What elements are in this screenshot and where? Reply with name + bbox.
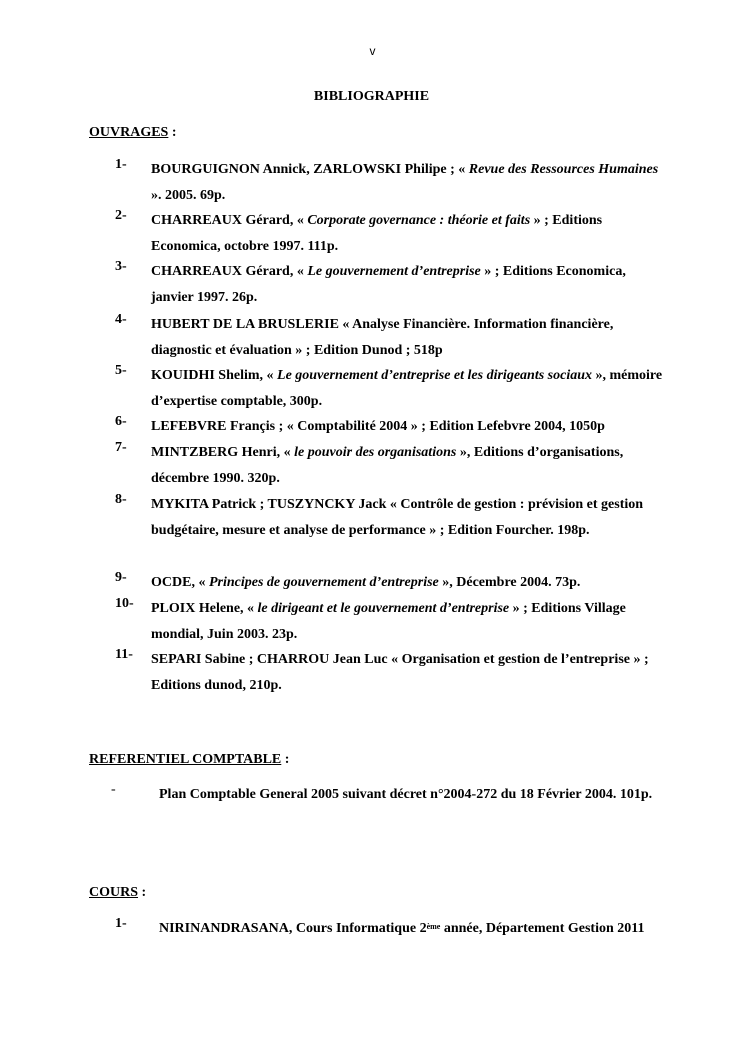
referentiel-entry: - Plan Comptable General 2005 suivant décret n°2004-272 du 18 Février 2004. 101p. — [111, 782, 653, 802]
bib-entry: 6- LEFEBVRE Françis ; « Comptabilité 2004 » ; Edition Lefebvre 2004, 1050p — [115, 414, 605, 434]
section-heading-referentiel: REFERENTIEL COMPTABLE : — [89, 752, 290, 767]
bib-entry: 8- MYKITA Patrick ; TUSZYNCKY Jack « Contrôle de gestion : prévision et gestion budgétaire, mesure et analyse de performance » ; Edition Fourcher. 198p. — [115, 492, 644, 538]
bib-entry: 3- CHARREAUX Gérard, « Le gouvernement d’entreprise » ; Editions Economica, janvier 1997. 26p. — [115, 259, 626, 305]
bib-entry: 2- CHARREAUX Gérard, « Corporate governance : théorie et faits » ; Editions Economica, octobre 1997. 111p. — [115, 208, 603, 254]
bib-entry: 4- HUBERT DE LA BRUSLERIE « Analyse Financière. Information financière, diagnostic et évaluation » ; Edition Dunod ; 518p — [115, 312, 614, 358]
bib-entry: 1- BOURGUIGNON Annick, ZARLOWSKI Philipe ; « Revue des Ressources Humaines ». 2005. 69p. — [115, 157, 659, 203]
bib-entry: 9- OCDE, « Principes de gouvernement d’entreprise », Décembre 2004. 73p. — [115, 570, 581, 590]
section-heading-cours: COURS : — [89, 885, 147, 900]
bib-entry: 11- SEPARI Sabine ; CHARROU Jean Luc « Organisation et gestion de l’entreprise » ; Editions dunod, 210p. — [115, 647, 649, 693]
bib-entry: 10- PLOIX Helene, « le dirigeant et le gouvernement d’entreprise » ; Editions Village mondial, Juin 2003. 23p. — [115, 596, 626, 642]
bib-entry: 5- KOUIDHI Shelim, « Le gouvernement d’entreprise et les dirigeants sociaux », mémoire d’expertise comptable, 300p. — [115, 363, 663, 409]
page-title: BIBLIOGRAPHIE — [313, 89, 430, 104]
page-number: v — [369, 44, 376, 58]
cours-entry: 1- NIRINANDRASANA, Cours Informatique 2ème année, Département Gestion 2011 — [115, 916, 645, 936]
section-heading-ouvrages: OUVRAGES : — [89, 125, 177, 140]
bib-entry: 7- MINTZBERG Henri, « le pouvoir des organisations », Editions d’organisations, décembre 1990. 320p. — [115, 440, 624, 486]
